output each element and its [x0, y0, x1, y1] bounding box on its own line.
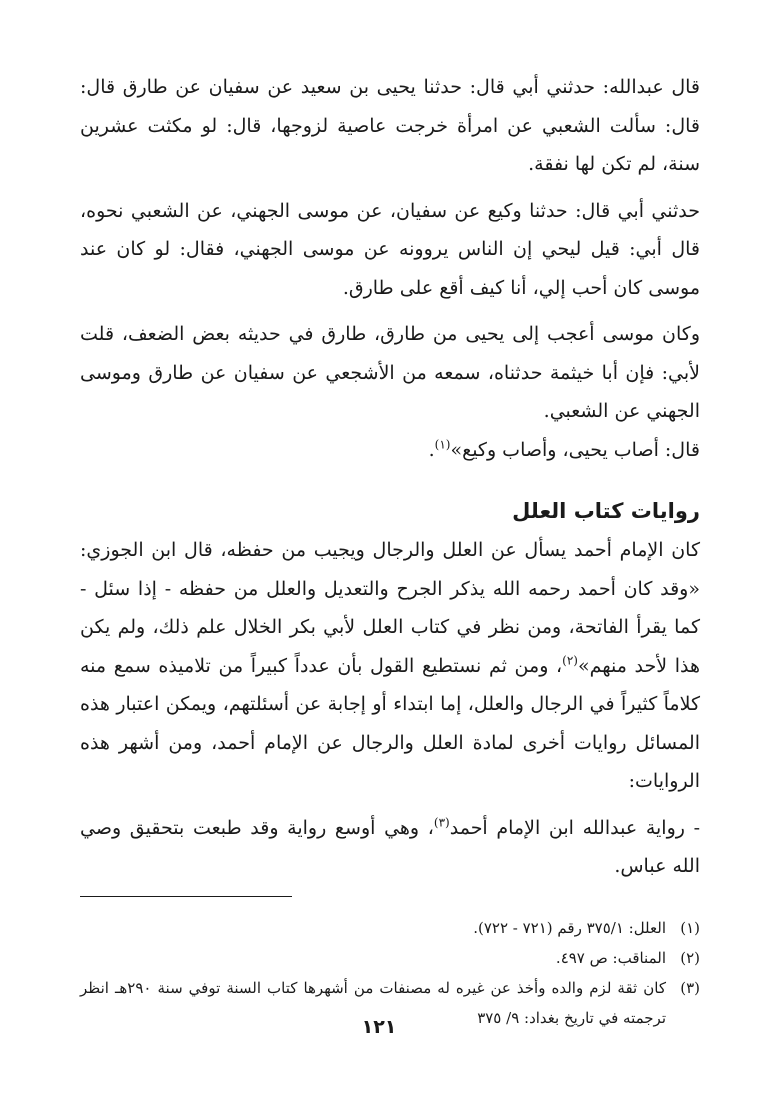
footnote-text: كان ثقة لزم والده وأخذ عن غيره له مصنفات من أشهرها كتاب السنة توفي سنة ٢٩٠هـ انظر ترجمته في تاريخ بغداد: ٩/ ٣٧٥ [80, 978, 667, 1027]
footnote-ref-2: (٢) [562, 653, 578, 668]
paragraph-6-part-a: - رواية عبدالله ابن الإمام أحمد [449, 816, 700, 839]
paragraph-4 [80, 431, 700, 470]
paragraph-1: قال عبدالله: حدثني أبي قال: حدثنا يحيى بن سعيد عن سفيان عن طارق قال: قال: سألت الشعبي عن امرأة خرجت عاصية لزوجها، قال: لو مكثت عشرين سنة، لم تكن لها نفقة. [80, 76, 700, 175]
footnotes [80, 913, 700, 1033]
paragraph-5 [80, 531, 700, 801]
paragraph-4-end: . [428, 438, 435, 461]
paragraph-6-part-b: ، وهي أوسع رواية وقد طبعت بتحقيق وصي الله عباس. [80, 816, 700, 877]
paragraph-3: وكان موسى أعجب إلى يحيى من طارق، طارق في حديثه بعض الضعف، قلت لأبي: فإن أبا خيثمة حدثناه، سمعه من الأشجعي عن سفيان عن طارق وموسى الجهني عن الشعبي. [80, 323, 700, 422]
footnote-1 [80, 913, 700, 943]
footnote-ref-3: (٣) [433, 815, 450, 830]
footnote-separator [80, 896, 292, 897]
footnote-ref-1: (١) [434, 437, 451, 452]
footnote-number: (٢) [680, 948, 700, 967]
footnote-separator-wrap [80, 886, 700, 913]
footnote-number: (١) [680, 918, 700, 937]
paragraph-5-part-b: ، ومن ثم نستطيع القول بأن عدداً كبيراً من تلاميذه سمع منه كلاماً كثيراً في الرجال والعلل، إما ابتداء أو إجابة عن أسئلتهم، ويمكن اعتبار هذه المسائل روايات أخرى لمادة العلل والرجال عن الإمام أحمد، ومن أشهر هذه الروايات: [80, 654, 700, 792]
paragraph-5-part-a: كان الإمام أحمد يسأل عن العلل والرجال ويجيب من حفظه، قال ابن الجوزي: «وقد كان أحمد رحمه الله يذكر الجرح والتعديل والعلل من حفظه - إذا سئل - كما يقرأ الفاتحة، ومن نظر في كتاب العلل لأبي بكر الخلال علم ذلك، ولم يكن هذا لأحد منهم» [80, 539, 701, 677]
paragraph-6 [80, 809, 700, 886]
paragraph-4-text: قال: أصاب يحيى، وأصاب وكيع» [450, 438, 700, 461]
footnote-2 [80, 943, 700, 973]
page-number: ١٢١ [361, 1016, 397, 1038]
footnote-text: المناقب: ص ٤٩٧. [555, 948, 666, 967]
paragraph-2: حدثني أبي قال: حدثنا وكيع عن سفيان، عن موسى الجهني، عن الشعبي نحوه، قال أبي: قيل ليحي إن الناس يروونه عن موسى الجهني، فقال: لو كان عند موسى كان أحب إلي، أنا كيف أقع على طارق. [80, 199, 700, 299]
footnote-text: العلل: ٣٧٥/١ رقم (٧٢١ - ٧٢٢). [473, 918, 666, 937]
footnote-number: (٣) [680, 978, 700, 997]
book-page [80, 68, 700, 1058]
section-heading: روايات كتاب العلل [512, 499, 700, 523]
